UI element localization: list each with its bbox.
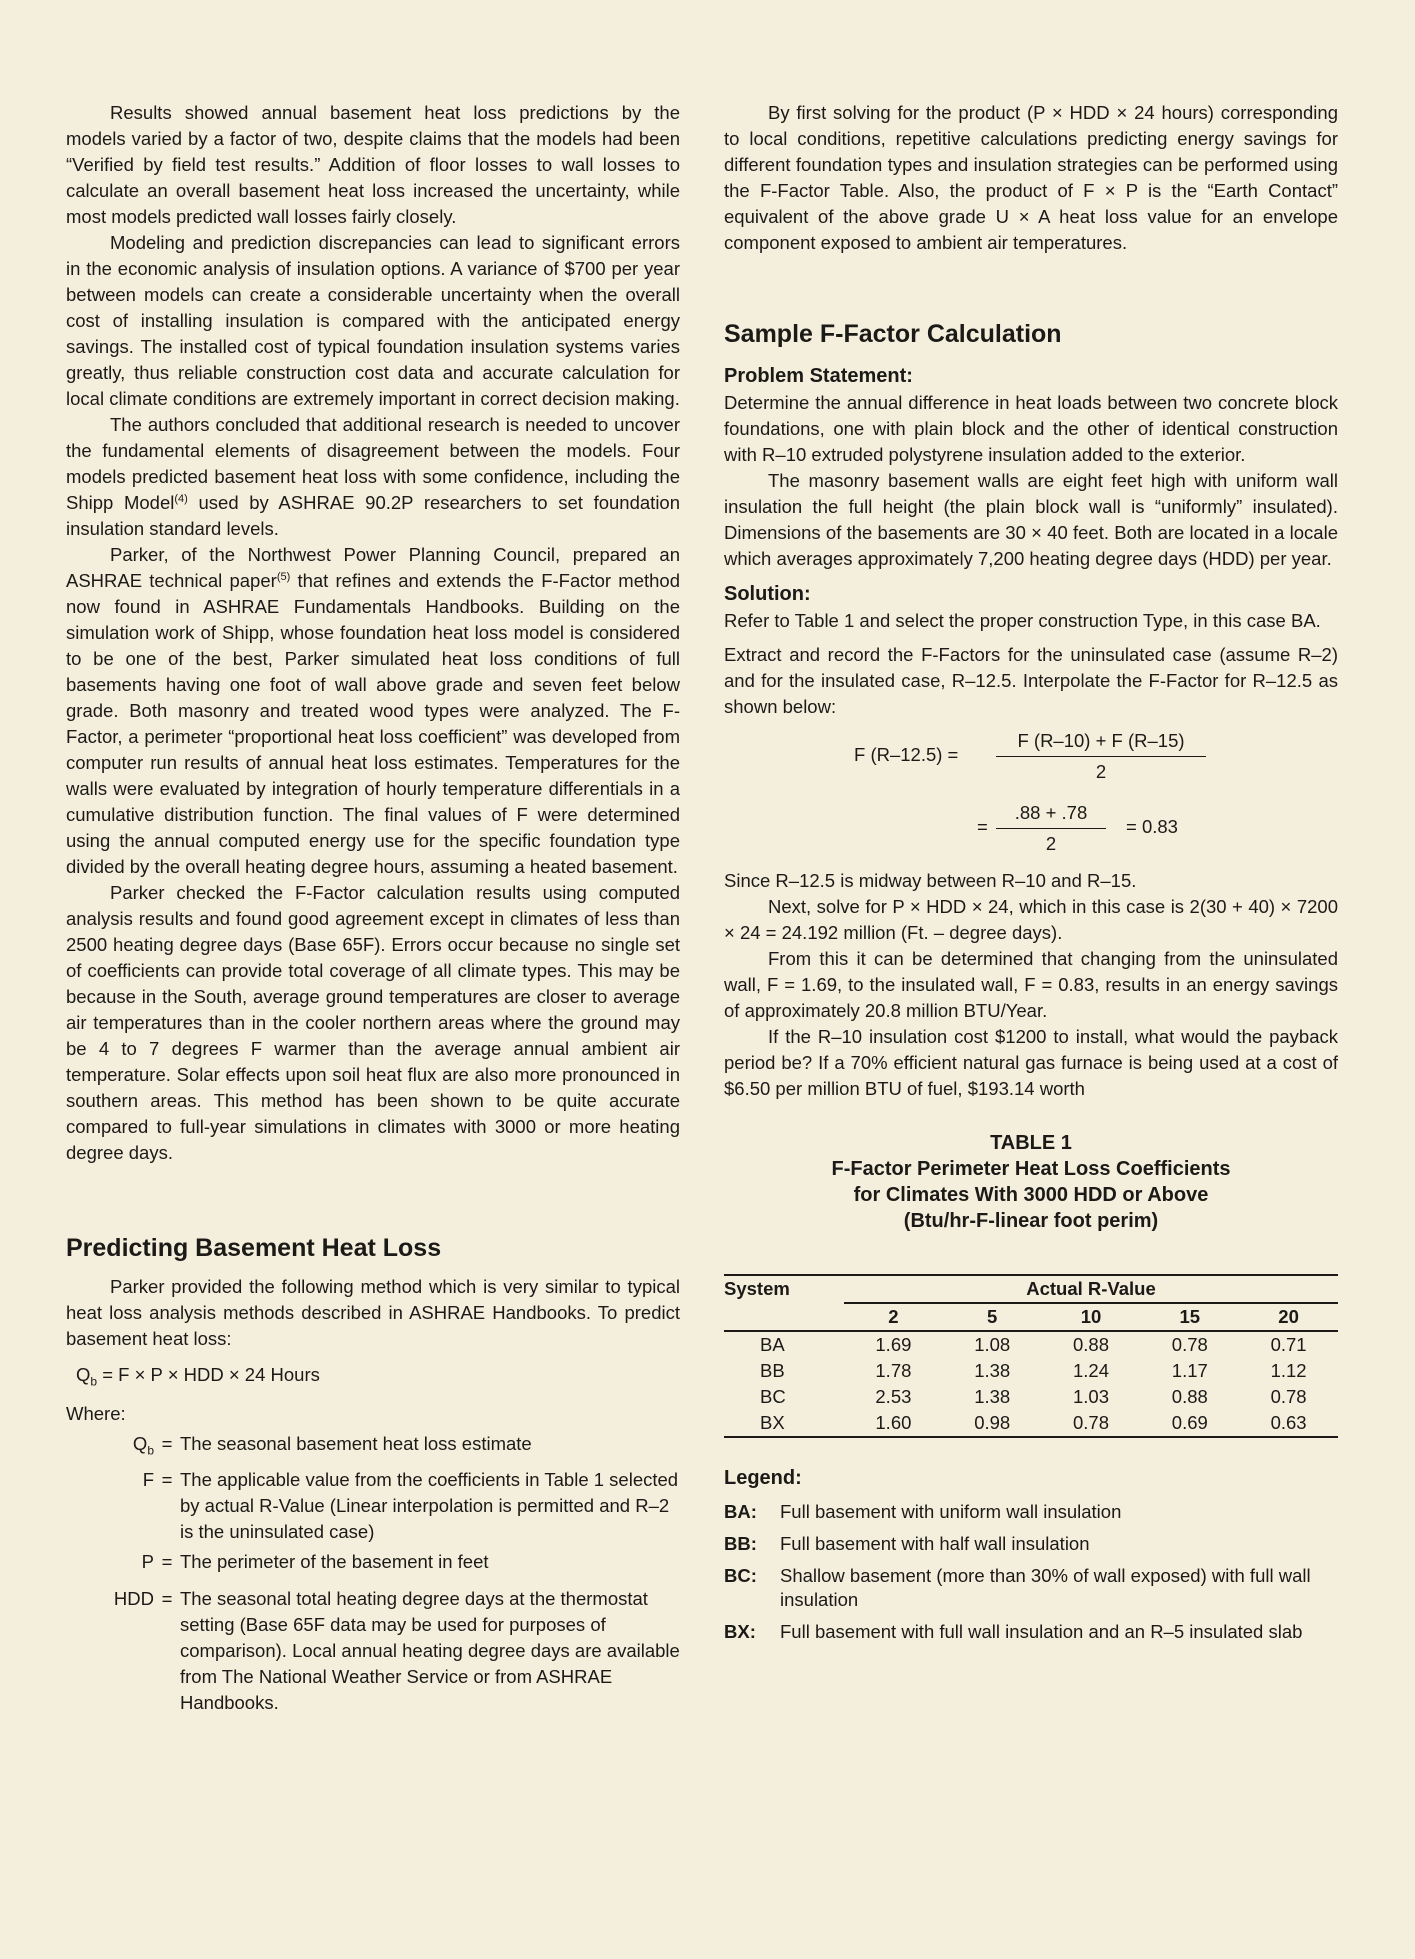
- table-cell: 0.71: [1270, 1334, 1307, 1355]
- table-header-system: System: [724, 1275, 844, 1331]
- paragraph: If the R–10 insulation cost $1200 to install, what would the payback period be? If a 70% efficient natural gas furnace is being used at a cost of $6.50 per million BTU of fuel, $193.14 worth: [724, 1026, 1338, 1099]
- formula-lhs: F (R–12.5) =: [854, 744, 959, 765]
- table-cell-system: BC: [760, 1386, 786, 1407]
- subheading: Solution:: [724, 583, 811, 605]
- table-cell: 1.78: [875, 1360, 912, 1381]
- legend-code: BB:: [724, 1533, 757, 1554]
- table-cell: 0.88: [1072, 1334, 1109, 1355]
- legend-item: [724, 1620, 1338, 1644]
- table-cell: 1.69: [875, 1334, 912, 1355]
- footnote-ref: (5): [276, 570, 291, 583]
- table-column-header: 20: [1239, 1303, 1338, 1331]
- paragraph: Determine the annual difference in heat loads between two concrete block foundations, one with plain block and the other of identical construction with R–10 extruded polystyrene insulation added to the exterior.: [724, 392, 1338, 465]
- definition-text: The applicable value from the coefficients in Table 1 selected by actual R-Value (Linear interpolation is permitted and R–2 is the uninsulated case): [180, 1469, 679, 1543]
- table-cell: 0.69: [1140, 1410, 1239, 1437]
- fraction: $\frac{.88 + .78}{2}$: [996, 800, 1106, 857]
- table-row: [724, 1384, 1338, 1410]
- table-cell: 2.53: [875, 1386, 912, 1407]
- definition-text: The perimeter of the basement in feet: [180, 1551, 489, 1573]
- legend-item: [724, 1564, 1338, 1612]
- paragraph: Refer to Table 1 and select the proper construction Type, in this case BA.: [724, 610, 1321, 631]
- f-factor-table: [724, 1274, 1338, 1438]
- paragraph: Results showed annual basement heat loss predictions by the models varied by a factor of two, despite claims that the models had been “Verified by field test results.” Addition of floor losses to wall losses to calculate an overall basement heat loss increased the uncertainty, while most models predicted wall losses fairly closely.: [66, 102, 680, 227]
- table-caption-line: for Climates With 3000 HDD or Above: [853, 1184, 1209, 1206]
- table-caption: [724, 1130, 1338, 1234]
- table-cell: 1.03: [1072, 1386, 1109, 1407]
- table-row: [724, 1331, 1338, 1358]
- legend-code: BX:: [724, 1621, 756, 1642]
- definition-symbol: HDD: [113, 1588, 154, 1610]
- table-title: TABLE 1: [990, 1132, 1072, 1154]
- table-cell: 0.63: [1239, 1410, 1338, 1437]
- paragraph: Modeling and prediction discrepancies can lead to significant errors in the economic analysis of insulation options. A variance of $700 per year between models can create a considerable uncertainty when the overall cost of installing insulation is compared with the anticipated energy savings. The installed cost of typical foundation insulation systems varies greatly, thus reliable construction cost data and accurate calculation for local climate conditions are extremely important in correct decision making.: [66, 232, 680, 409]
- legend-text: Full basement with full wall insulation and an R–5 insulated slab: [780, 1621, 1303, 1642]
- equals-sign: =: [161, 1588, 173, 1610]
- table-cell: 1.38: [974, 1386, 1011, 1407]
- section-heading: Sample F-Factor Calculation: [724, 320, 1062, 348]
- table-column-header: 10: [1042, 1303, 1141, 1331]
- table-row: [724, 1358, 1338, 1384]
- table-caption-line: (Btu/hr-F-linear foot perim): [903, 1210, 1159, 1232]
- table-cell: 0.98: [943, 1410, 1042, 1437]
- table-cell: 1.24: [1072, 1360, 1109, 1381]
- equals-sign: =: [161, 1469, 173, 1491]
- footnote-ref: (4): [174, 492, 188, 505]
- legend-list: [724, 1500, 1338, 1644]
- definition-item: [66, 1549, 680, 1582]
- equals-sign: =: [161, 1432, 173, 1454]
- definition-symbol: P: [141, 1551, 154, 1573]
- right-column: [724, 100, 1338, 1644]
- legend-item: [724, 1532, 1338, 1556]
- equals-sign: =: [161, 1551, 173, 1573]
- definition-item: [66, 1586, 680, 1716]
- legend-heading: Legend:: [724, 1467, 802, 1489]
- legend-text: Full basement with uniform wall insulation: [780, 1501, 1122, 1522]
- paragraph: Next, solve for P × HDD × 24, which in this case is 2(30 + 40) × 7200 × 24 = 24.192 million (Ft. – degree days).: [724, 896, 1338, 943]
- legend-text: Shallow basement (more than 30% of wall exposed) with full wall insulation: [780, 1565, 1311, 1610]
- legend-code: BA:: [724, 1501, 757, 1522]
- paragraph: From this it can be determined that changing from the uninsulated wall, F = 1.69, to the insulated wall, F = 0.83, results in an energy savings of approximately 20.8 million BTU/Year.: [724, 948, 1338, 1021]
- table-column-header: 5: [943, 1303, 1042, 1331]
- table-cell: 1.17: [1171, 1360, 1208, 1381]
- subheading: Problem Statement:: [724, 365, 913, 387]
- paragraph: The masonry basement walls are eight feet high with uniform wall insulation the full height (the plain block wall is “uniformly” insulated). Dimensions of the basements are 30 × 40 feet. Both are located in a locale which averages approximately 7,200 heating degree days (HDD) per year.: [724, 470, 1338, 569]
- paragraph: Parker checked the F-Factor calculation results using computed analysis results and found good agreement except in climates of less than 2500 heating degree days (Base 65F). Errors occur because no single set of coefficients can provide total coverage of all climate types. This may be because in the South, average ground temperatures are closer to average air temperatures than in the cooler northern areas where the ground may be 4 to 7 degrees F warmer than the average annual ambient air temperature. Solar effects upon soil heat flux are also more pronounced in southern areas. This method has been shown to be quite accurate compared to full-year simulations in climates with 3000 or more heating degree days.: [66, 882, 680, 1163]
- table-cell-system: BX: [724, 1410, 844, 1437]
- table-column-header: 15: [1140, 1303, 1239, 1331]
- definition-list: [66, 1431, 680, 1716]
- definition-item: [66, 1467, 680, 1545]
- definition-symbol: F: [142, 1469, 154, 1491]
- table-cell: 1.38: [974, 1360, 1011, 1381]
- table-cell: 1.08: [974, 1334, 1011, 1355]
- formula-result: = 0.83: [1126, 816, 1178, 837]
- table-header-group: Actual R-Value: [844, 1275, 1338, 1303]
- legend-code: BC:: [724, 1565, 757, 1586]
- definition-item: [66, 1431, 680, 1464]
- interpolation-formula: [724, 728, 1338, 864]
- heat-loss-equation: $Q_b = F \times P$ × HDD × 24 Hours: [76, 1364, 320, 1389]
- paragraph: The authors concluded that additional research is needed to uncover the fundamental elements of disagreement between the models. Four models predicted basement heat loss with some confidence, including the Shipp Model$^{(4)}$ used by ASHRAE 90.2P researchers to set foundation insulation standard levels.: [66, 414, 681, 539]
- table-cell: 1.60: [844, 1410, 943, 1437]
- paragraph: Parker, of the Northwest Power Planning Council, prepared an ASHRAE technical paper$^{(5)}$ that refines and extends the F-Factor method now found in ASHRAE Fundamentals Handbooks. Building on the simulation work of Shipp, whose foundation heat loss model is considered to be one of the best, Parker simulated heat loss conditions of full basements having one foot of wall above grade and seven feet below grade. Both masonry and treated wood types were analyzed. The F-Factor, a perimeter “proportional heat loss coefficient” was developed from computer run results of annual heat loss estimates. Temperatures for the walls were evaluated by integration of hourly temperature differentials in a cumulative distribution function. The final values of F were determined using the annual computed energy use for the specific foundation type divided by the overall heating degree hours, assuming a heated basement.: [66, 544, 680, 877]
- definition-text: The seasonal basement heat loss estimate: [180, 1432, 532, 1454]
- paragraph: Since R–12.5 is midway between R–10 and R–15.: [724, 870, 1137, 891]
- table-cell: 0.78: [1171, 1334, 1208, 1355]
- table-cell: 1.12: [1270, 1360, 1307, 1381]
- formula-equals: =: [977, 816, 988, 837]
- table-cell: 0.78: [1042, 1410, 1141, 1437]
- fraction: $\frac{F (R-10) + F (R-15)}{2}$: [996, 728, 1206, 785]
- paragraph: Extract and record the F-Factors for the uninsulated case (assume R–2) and for the insulated case, R–12.5. Interpolate the F-Factor for R–12.5 as shown below:: [724, 644, 1338, 717]
- table-cell-system: BA: [760, 1334, 785, 1355]
- definition-text: The seasonal total heating degree days at the thermostat setting (Base 65F data may be used for purposes of comparison). Local annual heating degree days are available from The National Weather Service or from ASHRAE Handbooks.: [180, 1588, 680, 1714]
- where-label: Where:: [66, 1402, 126, 1424]
- left-column: [66, 100, 680, 1716]
- table-caption-line: F-Factor Perimeter Heat Loss Coefficients: [831, 1158, 1231, 1180]
- table-cell: 0.78: [1270, 1386, 1307, 1407]
- table-cell-system: BB: [760, 1360, 785, 1381]
- table-row: [724, 1410, 1338, 1437]
- paragraph: Parker provided the following method which is very similar to typical heat loss analysis methods described in ASHRAE Handbooks. To predict basement heat loss:: [66, 1276, 680, 1349]
- section-heading: Predicting Basement Heat Loss: [66, 1234, 442, 1262]
- definition-symbol: $Q_b$: [132, 1432, 154, 1458]
- table-column-header: 2: [844, 1303, 943, 1331]
- legend-text: Full basement with half wall insulation: [780, 1533, 1090, 1554]
- table-cell: 0.88: [1171, 1386, 1208, 1407]
- paragraph: By first solving for the product (P × HDD × 24 hours) corresponding to local conditions, repetitive calculations predicting energy savings for different foundation types and insulation strategies can be performed using the F-Factor Table. Also, the product of F × P is the “Earth Contact” equivalent of the above grade U × A heat loss value for an envelope component exposed to ambient air temperatures.: [724, 102, 1338, 253]
- legend-item: [724, 1500, 1338, 1524]
